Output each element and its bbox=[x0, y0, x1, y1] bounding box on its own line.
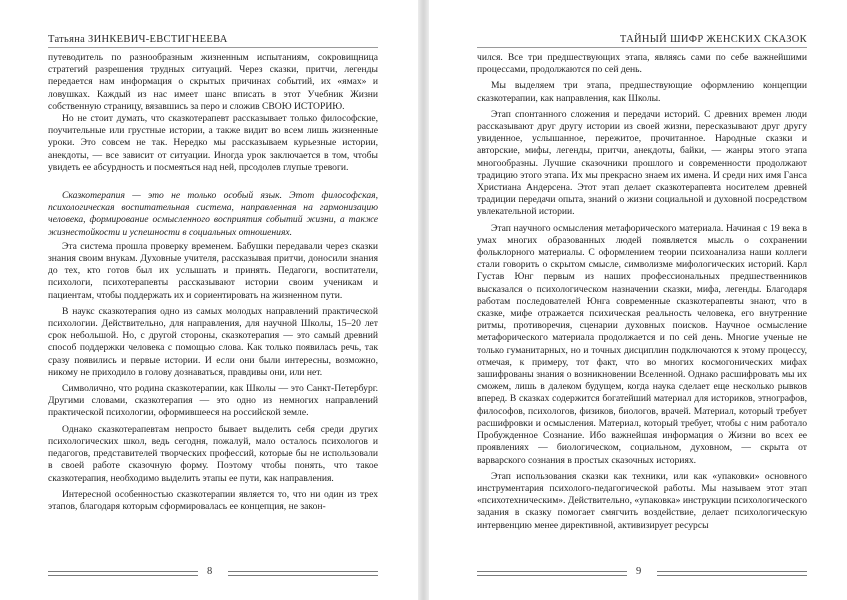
paragraph: Эта система прошла проверку временем. Бабушки передавали через сказки знания своим внукам. Духовные учителя, рассказывая притчи, доносили знания до тех, кто готов был их услышать и принять. Педагоги, воспитатели, психологи, психотерапевты рассказывают истории своим ученикам и пациентам, чтобы поддержать их и сориентировать на жизненном пути. bbox=[48, 240, 378, 301]
right-footer bbox=[477, 568, 807, 580]
book-gutter bbox=[418, 0, 429, 600]
paragraph: В наукс сказкотерапия одно из самых молодых направлений практической психологии. Действительно, для направления, для научной Школы, 15–20 лет срок небольшой. Но, с другой стороны, сказкотерапия — это самый древний способ поддержки человека с помощью слова. Как только появилась речь, так сразу появились и первые истории. И если они были интересны, возможно, никому не приходило в голову дознаваться, правдивы они, или нет. bbox=[48, 305, 378, 378]
paragraph: Но не стоит думать, что сказкотерапевт рассказывает только философские, поучительные или грустные истории, а также видит во всем лишь жизненные уроки. Это совсем не так. Нередко мы рассказываем курьезные истории, анекдоты, — все зависит от ситуации. Иногда урок заключается в том, чтобы увидеть ее абсурдность и посмеяться над ней, прсодолев глупые тревоги. bbox=[48, 113, 378, 173]
paragraph: Этап использования сказки как техники, или как «упаковки» основного инструментария психолого-педагогической работы. Мы называем этот этап «психотехническим». Действительно, «упаковка» инструкции психологического задания в сказку помогает смягчить воздействие, делает психологическую интервенцию менее директивной, активизирует ресурсы bbox=[477, 470, 807, 531]
footer-rule bbox=[228, 571, 378, 576]
italic-quote: Сказкотерапия — это не только особый язык. Этот философская, психологическая воспитательная система, направленная на гармонизацию человека, формирование осмысленного восприятия событий жизни, а также жизнестойкости и успешности в социальных отношениях. bbox=[48, 190, 378, 238]
footer-rule bbox=[477, 571, 627, 576]
footer-rule bbox=[657, 571, 807, 576]
right-running-head: ТАЙНЫЙ ШИФР ЖЕНСКИХ СКАЗОК bbox=[619, 34, 807, 45]
paragraph: Однако сказкотерапевтам непросто бывает выделить себя среди других психологических школ, ведь сегодня, пожалуй, мало осталось психологов и педагогов, представителей творческих профессий, которые бы не использовали в своей работе сказочную форму. Поэтому чтобы понять, что такое сказкотерапия, необходимо выделить этапы ее пути, как направления. bbox=[48, 423, 378, 484]
left-page bbox=[0, 0, 418, 600]
page-number: 9 bbox=[636, 566, 642, 577]
right-page-text bbox=[477, 52, 807, 532]
paragraph: чился. Все три предшествующих этапа, являясь сами по себе важнейшими процессами, продолжаются по сей день. bbox=[477, 52, 807, 76]
page-number: 8 bbox=[207, 566, 213, 577]
footer-rule bbox=[48, 571, 198, 576]
paragraph: Этап научного осмысления метафорического материала. Начиная с 19 века в умах многих образованных людей появляется мысль о сохранении фольклорного материалы. С оформлением теории психоанализа наши коллеги стали говорить о скрытом смысле, символизме мифологических историй. Карл Густав Юнг первым из наших профессиональных предшественников высказался о психологическом назначении сказки, мифа, легенды. Благодаря работам последователей Юнга современные сказкотерапевты знают, что в сказке, мифе отражается психическая реальность человека, его внутренние ритмы, противоречия, сценарии духовных поисков. Научное осмысление метафорического материала продолжается и по сей день. Многие ученые не только гуманитарных, но и точных дисциплин подключаются к этому процессу, отмечая, к примеру, тот факт, что во многих космогонических мифах зашифрованы знания о возникновении Вселенной. Однако расшифровать мы их сможем, лишь в далеком будущем, когда наука сделает еще несколько рывков вперед. В сказках содержится богатейший материал для историков, этнографов, философов, психологов, физиков, биологов, врачей. Материал, который требует расшифровки и осмысления. Материал, который требует, чтобы с ним работало Пробужденное Сознание. Ибо важнейшая информация о Жизни во всех ее проявлениях — биологическом, социальном, духовном, — скрыта от варварского сознания в простых сказочных историях. bbox=[477, 222, 807, 466]
paragraph: Интересной особенностью сказкотерапии является то, что ни один из трех этапов, благодаря которым сформировалась ее концепция, не закон- bbox=[48, 488, 378, 512]
right-header-rule bbox=[477, 47, 807, 48]
paragraph: Мы выделяем три этапа, предшествующие оформлению концепции сказкотерапии, как направления, как Школы. bbox=[477, 80, 807, 104]
left-footer bbox=[48, 568, 378, 580]
right-page bbox=[429, 0, 847, 600]
left-page-text bbox=[48, 52, 378, 513]
paragraph: путеводитель по разнообразным жизненным испытаниям, сокровищница стратегий разрешения трудных ситуаций. Через сказки, притчи, легенды передается нам информация о скрытых причинах событий, их «ямах» и ловушках. Каждый из нас имеет шанс вписать в этот Учебник Жизни собственную страницу, вязавшись за перо и сложив СВОЮ ИСТОРИЮ. bbox=[48, 52, 378, 112]
left-header-rule bbox=[48, 47, 378, 48]
left-running-head: Татьяна ЗИНКЕВИЧ-ЕВСТИГНЕЕВА bbox=[48, 34, 228, 45]
paragraph: Этап спонтанного сложения и передачи историй. С древних времен люди рассказывают друг другу истории из своей жизни, пересказывают друг другу увиденное, услышанное, пережитое, прочитанное. Народные сказки и авторские, мифы, легенды, притчи, анекдоты, байки, — жанры этого этапа многообразны. Лучшие сказочники прошлого и современности продолжают традицию этого этапа. Их мы прекрасно знаем их имена. И среди них имя Ганса Христиана Андерсена. Этот этап делает сказкотерапевта носителем древней традиции передачи опыта, знаний о жизни социальной и духовной посредством увлекательной истории. bbox=[477, 108, 807, 218]
paragraph: Символично, что родина сказкотерапии, как Школы — это Санкт-Петербург. Другими словами, сказкотерапия — это одно из немногих направлений практической психологии, оформившееся на российской земле. bbox=[48, 383, 378, 419]
